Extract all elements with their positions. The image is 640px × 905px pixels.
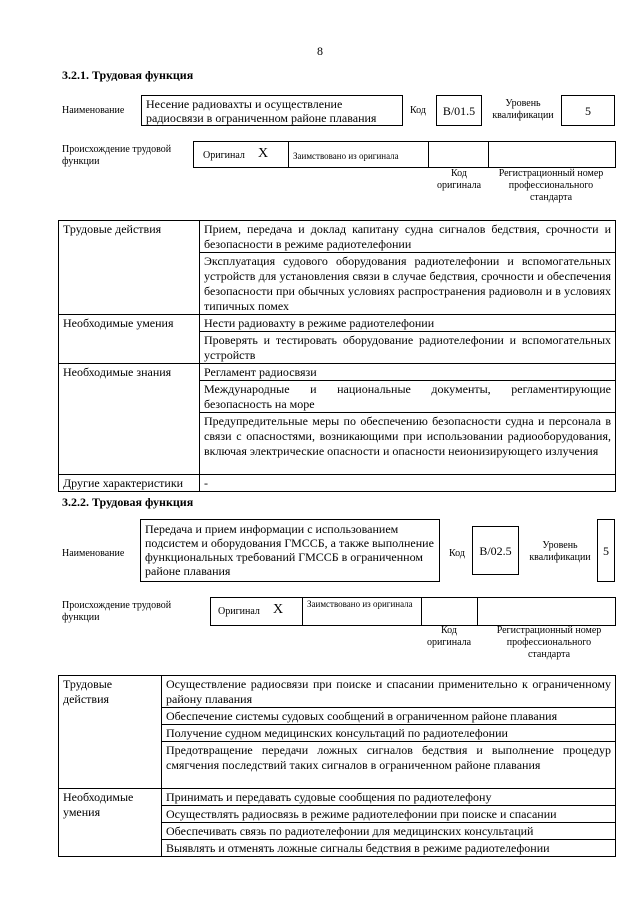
row-label-skills: Необходимые умения [59,315,200,364]
origin-label: Происхождение трудовой функции [62,600,172,623]
function-name-value: Передача и прием информации с использованием подсистем и оборудования ГМССБ, а также выполнение функциональных требований ГМССБ в ограниченном районе плавания [140,519,440,582]
code-original-caption: Код оригинала [426,625,472,648]
registration-caption: Регистрационный номер профессионального стандарта [496,625,602,660]
code-original-caption: Код оригинала [436,168,482,191]
level-value: 5 [597,519,615,582]
section1-table [58,220,616,492]
origin-box [193,141,616,168]
table-cell: Нести радиовахту в режиме радиотелефонии [200,315,616,332]
original-mark: Х [258,146,269,161]
table-cell: Эксплуатация судового оборудования радиотелефонии и вспомогательных устройств для установления связи в случае бедствия, срочности и обеспечения безопасности при обычных условиях распространения радиоволн и в условиях типичных помех [200,253,616,315]
row-label-knowledge: Необходимые знания [59,364,200,475]
borrowed-label: Заимствовано из оригинала [307,599,413,609]
row-label-labor-actions: Трудовые действия [59,221,200,315]
registration-caption: Регистрационный номер профессионального стандарта [498,168,604,203]
original-label: Оригинал [218,606,260,617]
table-cell: Осуществление радиосвязи при поиске и спасании применительно к ограниченному району плавания [162,676,616,708]
level-value: 5 [561,95,615,126]
code-label: Код [449,548,465,559]
name-label: Наименование [62,105,125,116]
table-cell: Обеспечение системы судовых сообщений в ограниченном районе плавания [162,708,616,725]
row-label-other: Другие характеристики [59,475,200,492]
table-cell: Проверять и тестировать оборудование радиотелефонии и вспомогательных устройств [200,332,616,364]
code-value: B/02.5 [472,526,519,575]
table-cell: Обеспечивать связь по радиотелефонии для медицинских консультаций [162,823,616,840]
table-cell: Регламент радиосвязи [200,364,616,381]
table-cell: Осуществлять радиосвязь в режиме радиотелефонии при поиске и спасании [162,806,616,823]
table-cell: Выявлять и отменять ложные сигналы бедствия в режиме радиотелефонии [162,840,616,857]
table-cell: Прием, передача и доклад капитану судна сигналов бедствия, срочности и безопасности в режиме радиотелефонии [200,221,616,253]
borrowed-label: Заимствовано из оригинала [293,151,399,161]
table-cell: - [200,475,616,492]
name-label: Наименование [62,548,125,559]
level-label: Уровень квалификации [529,540,591,563]
table-cell: Предотвращение передачи ложных сигналов бедствия и выполнение процедур смягчения последствий таких сигналов в ограниченном районе плавания [162,742,616,789]
row-label-skills: Необходимые умения [59,789,162,857]
section-heading-3-2-1: 3.2.1. Трудовая функция [62,68,194,82]
page-number: 8 [317,44,323,58]
section2-table [58,675,616,857]
section-heading-3-2-2: 3.2.2. Трудовая функция [62,495,194,509]
original-label: Оригинал [203,150,245,161]
function-name-value: Несение радиовахты и осуществление радиосвязи в ограниченном районе плавания [141,95,403,126]
origin-label: Происхождение трудовой функции [62,144,172,167]
code-label: Код [410,105,426,116]
table-cell: Международные и национальные документы, регламентирующие безопасность на море [200,381,616,413]
row-label-labor-actions: Трудовые действия [59,676,162,789]
table-cell: Предупредительные меры по обеспечению безопасности судна и персонала в связи с опасностями, возникающими при использовании радиооборудования, включая электрические опасности и опасности неионизирующего излучения [200,413,616,475]
table-cell: Получение судном медицинских консультаций по радиотелефонии [162,725,616,742]
code-value: B/01.5 [436,95,482,126]
table-cell: Принимать и передавать судовые сообщения по радиотелефону [162,789,616,806]
origin-box [210,597,616,626]
level-label: Уровень квалификации [492,98,554,121]
original-mark: Х [273,602,284,617]
